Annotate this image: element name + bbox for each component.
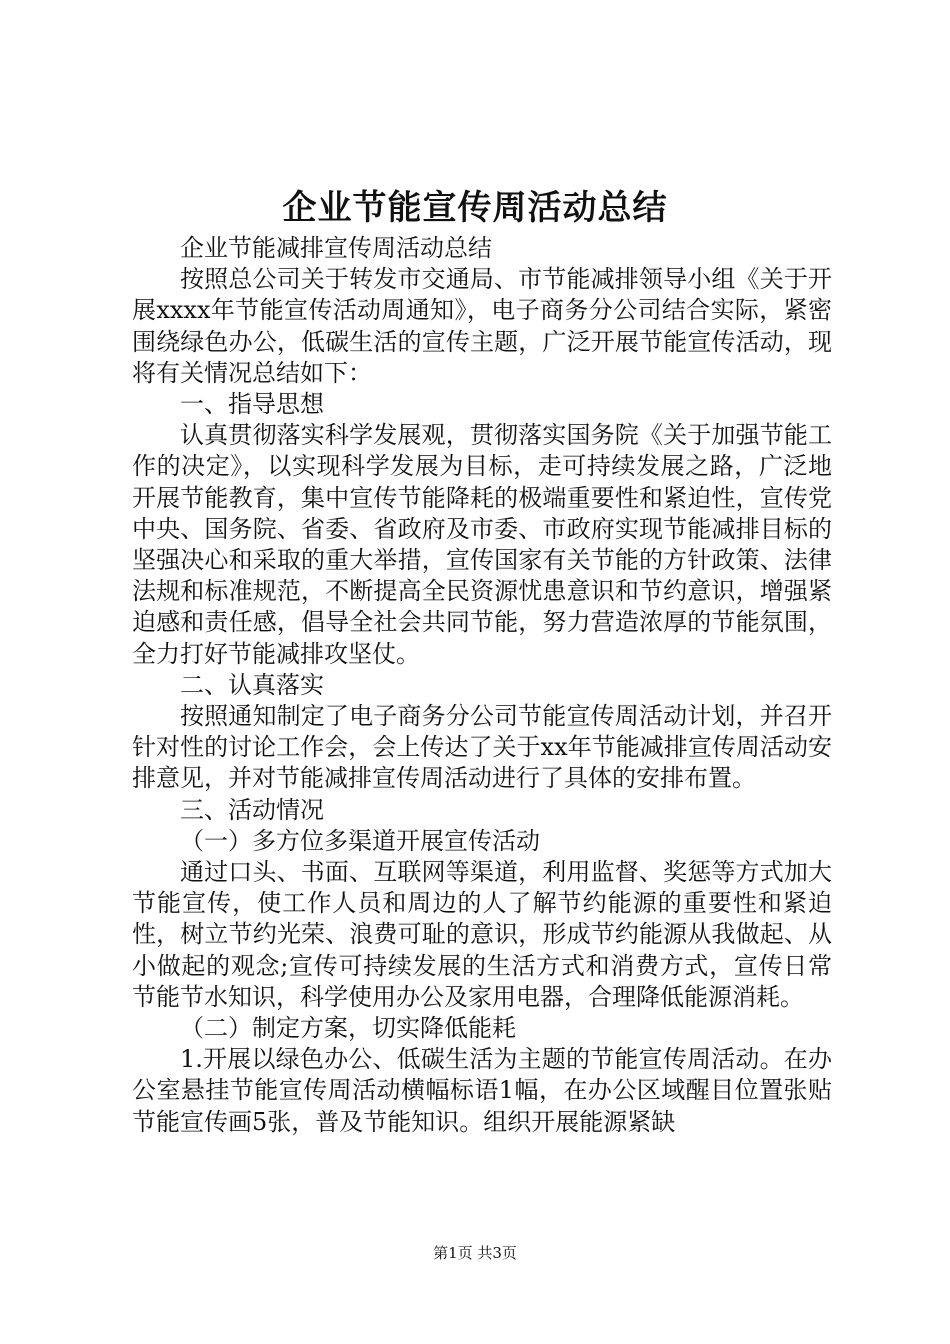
document-title: 企业节能宣传周活动总结 [282, 188, 668, 228]
subsection-heading-plan: （二）制定方案，切实降低能耗 [180, 1014, 516, 1043]
document-body [132, 233, 832, 1138]
section-heading-guiding-ideology: 一、指导思想 [180, 390, 324, 419]
subsection-heading-publicity: （一）多方位多渠道开展宣传活动 [180, 826, 540, 855]
paragraph-intro: 按照总公司关于转发市交通局、市节能减排领导小组《关于开展xxxx年节能宣传活动周通知》，电子商务分公司结合实际，紧密围绕绿色办公，低碳生活的宣传主题，广泛开展节能宣传活动，现将有关情况总结如下： [132, 265, 832, 387]
section-heading-activities: 三、活动情况 [180, 795, 324, 824]
paragraph-publicity: 通过口头、书面、互联网等渠道，利用监督、奖惩等方式加大节能宣传，使工作人员和周边的人了解节约能源的重要性和紧迫性，树立节约光荣、浪费可耻的意识，形成节约能源从我做起、从小做起的观念;宣传可持续发展的生活方式和消费方式，宣传日常节能节水知识，科学使用办公及家用电器，合理降低能源消耗。 [132, 858, 832, 1011]
paragraph-subtitle: 企业节能减排宣传周活动总结 [180, 234, 492, 262]
paragraph-plan-item-1: 1.开展以绿色办公、低碳生活为主题的节能宣传周活动。在办公室悬挂节能宣传周活动横幅标语1幅，在办公区域醒目位置张贴节能宣传画5张，普及节能知识。组织开展能源紧缺 [132, 1045, 832, 1136]
paragraph-implementation: 按照通知制定了电子商务分公司节能宣传周活动计划，并召开针对性的讨论工作会，会上传达了关于xx年节能减排宣传周活动安排意见，并对节能减排宣传周活动进行了具体的安排布置。 [132, 702, 832, 793]
section-heading-implementation: 二、认真落实 [180, 670, 324, 699]
page-number-footer: 第1页 共3页 [433, 1244, 517, 1262]
paragraph-guiding-ideology: 认真贯彻落实科学发展观，贯彻落实国务院《关于加强节能工作的决定》，以实现科学发展为目标，走可持续发展之路，广泛地开展节能教育，集中宣传节能降耗的极端重要性和紧迫性，宣传党中央、国务院、省委、省政府及市委、市政府实现节能减排目标的坚强决心和采取的重大举措，宣传国家有关节能的方针政策、法律法规和标准规范，不断提高全民资源忧患意识和节约意识，增强紧迫感和责任感，倡导全社会共同节能，努力营造浓厚的节能氛围，全力打好节能减排攻坚仗。 [132, 421, 832, 668]
